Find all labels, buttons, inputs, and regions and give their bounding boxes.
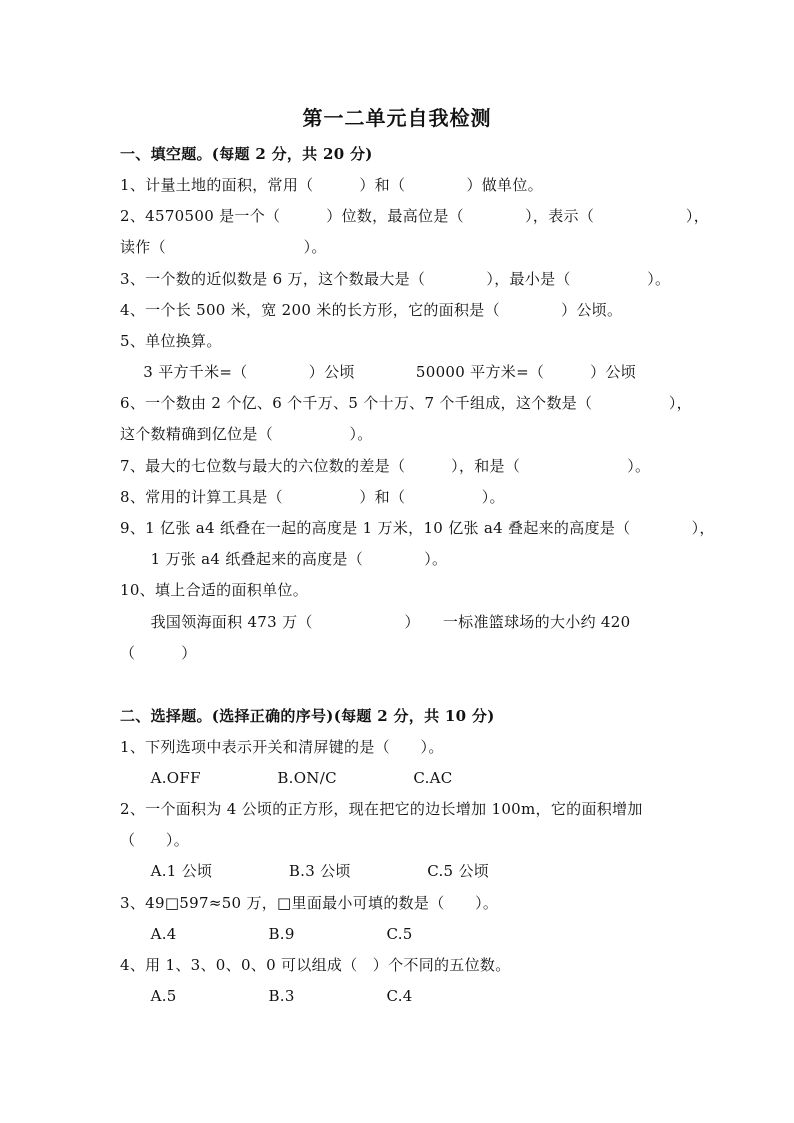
question-line: 10、填上合适的面积单位。 [120,581,308,599]
page-title: 第一二单元自我检测 [302,106,492,130]
question-line: 1、下列选项中表示开关和清屏键的是（ ）。 [120,738,444,756]
question-line: 读作（ ）。 [120,238,327,256]
section2-heading: 二、选择题。(选择正确的序号)(每题 2 分，共 10 分) [120,707,495,725]
option-line: A.5 B.3 C.4 [120,987,413,1005]
question-line: 4、用 1、3、0、0、0 可以组成（ ）个不同的五位数。 [120,956,511,974]
question-line: 4、一个长 500 米，宽 200 米的长方形，它的面积是（ ）公顷。 [120,301,623,319]
question-line: 8、常用的计算工具是（ ）和（ ）。 [120,488,505,506]
question-line: 2、一个面积为 4 公顷的正方形，现在把它的边长增加 100m，它的面积增加 [120,800,643,818]
option-line: A.4 B.9 C.5 [120,925,413,943]
question-line: 1、计量土地的面积，常用（ ）和（ ）做单位。 [120,176,543,194]
question-line: （ ）。 [120,831,190,849]
question-line: （ ） [120,644,197,662]
question-line: 1 万张 a4 纸叠起来的高度是（ ）。 [120,550,448,568]
question-line: 3 平方千米=（ ）公顷 50000 平方米=（ ）公顷 [128,363,637,381]
question-line: 3、49□597≈50 万，□里面最小可填的数是（ ）。 [120,894,499,912]
question-line: 6、一个数由 2 个亿、6 个千万、5 个十万、7 个千组成，这个数是（ ）， [120,394,692,412]
question-line: 9、1 亿张 a4 纸叠在一起的高度是 1 万米，10 亿张 a4 叠起来的高度是（ ）， [120,519,715,537]
question-line: 我国领海面积 473 万（ ） 一标准篮球场的大小约 420 [120,613,631,631]
question-line: 5、单位换算。 [120,332,222,350]
option-line: A.OFF B.ON/C C.AC [120,769,453,787]
option-line: A.1 公顷 B.3 公顷 C.5 公顷 [120,862,490,880]
question-line: 7、最大的七位数与最大的六位数的差是（ ），和是（ ）。 [120,457,651,475]
question-line: 这个数精确到亿位是（ ）。 [120,425,373,443]
section1-heading: 一、填空题。(每题 2 分，共 20 分) [120,145,373,163]
question-line: 3、一个数的近似数是 6 万，这个数最大是（ ），最小是（ ）。 [120,270,671,288]
question-line: 2、4570500 是一个（ ）位数，最高位是（ ），表示（ ）， [120,207,710,225]
